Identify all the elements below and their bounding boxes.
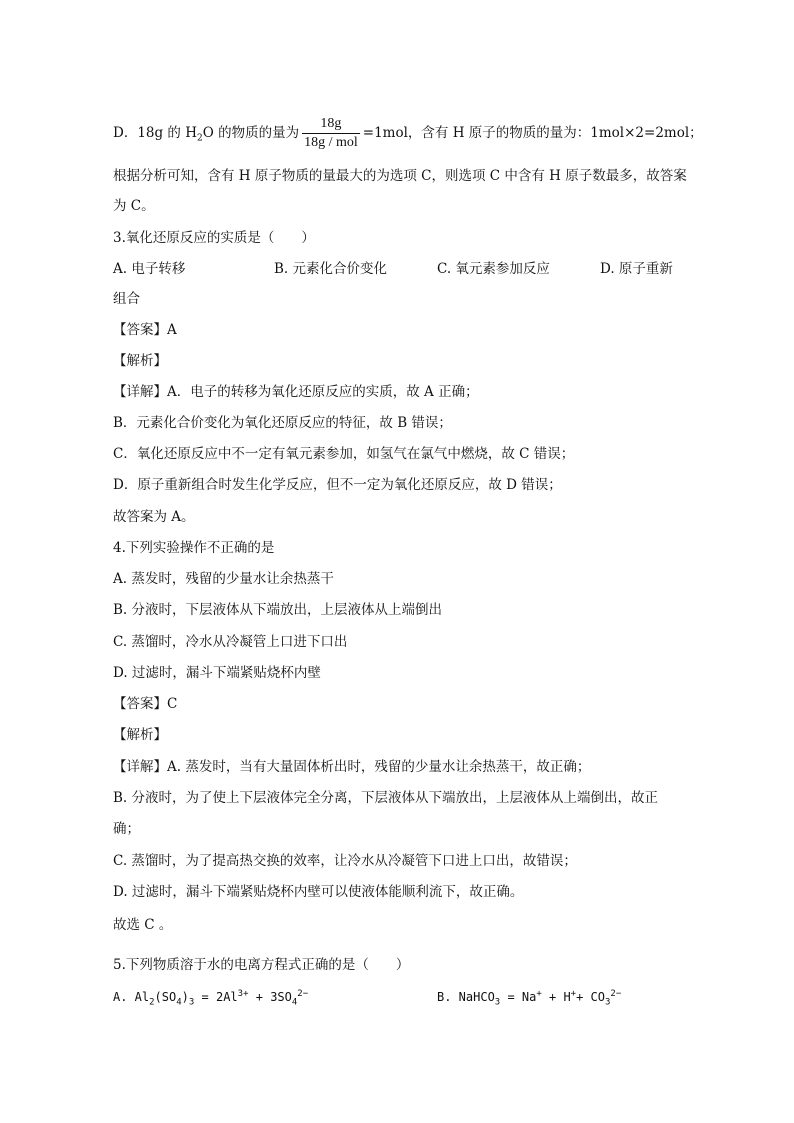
q2-analysis-line-1: 根据分析可知，含有 H 原子物质的量最大的为选项 C，则选项 C 中含有 H 原子数最多，故答案 (113, 168, 687, 184)
q4-detail-1: 【详解】A. 蒸发时，当有大量固体析出时，残留的少量水让余热蒸干，故正确； (113, 759, 591, 775)
q2-option-d: D．18g 的 $H_2O$ 的物质的量为 $\frac{18g}{\text{18g / mol}}$ =1mol，含有 H 原子的物质的量为：1mol×2=2mol； (113, 116, 703, 150)
fraction: $\frac{18g}{\text{18g / mol}}$ (304, 116, 358, 150)
q4-analysis-label: 【解析】 (113, 727, 167, 743)
q4-detail-5: D. 过滤时，漏斗下端紧贴烧杯内壁可以使液体能顺利流下，故正确。 (113, 884, 524, 900)
q3-option-wrap: 组合 (113, 291, 140, 307)
q3-answer: 【答案】A (113, 322, 177, 338)
q4-detail-3: 确； (113, 821, 140, 837)
q3-analysis-label: 【解析】 (113, 353, 167, 369)
q3-option-b: B. 元素化合价变化 (274, 261, 388, 277)
q3-detail-1: 【详解】A．电子的转移为氧化还原反应的实质，故 A 正确； (113, 384, 479, 400)
q3-option-a: A. 电子转移 (113, 261, 186, 277)
q3-stem: 3.氧化还原反应的实质是（ ） (113, 230, 315, 246)
q3-detail-2: B．元素化合价变化为氧化还原反应的特征，故 B 错误； (113, 415, 452, 431)
q3-option-c: C. 氧元素参加反应 (437, 261, 550, 277)
q3-detail-4: D．原子重新组合时发生化学反应，但不一定为氧化还原反应，故 D 错误； (113, 477, 562, 493)
q2-analysis-line-2: 为 C。 (113, 198, 155, 214)
q5-option-b: B. NaHCO$_3$ = $Na^+ + H^++ CO_3^{2-}$ (437, 989, 622, 1008)
q4-conclusion: 故选 C 。 (113, 917, 173, 933)
q5-option-a: A. $Al_2(SO_4)_3 = 2Al^{3+} + 3SO_4^{2-}$ (113, 989, 309, 1008)
q4-detail-2: B. 分液时，为了使上下层液体完全分离，下层液体从下端放出，上层液体从上端倒出，故正 (113, 790, 659, 806)
q5-stem: 5.下列物质溶于水的电离方程式正确的是（ ） (113, 957, 410, 973)
q3-option-d: D. 原子重新 (600, 261, 673, 277)
q4-option-b: B. 分液时，下层液体从下端放出，上层液体从上端倒出 (113, 602, 443, 618)
q4-option-d: D. 过滤时，漏斗下端紧贴烧杯内壁 (113, 665, 321, 681)
q4-option-a: A. 蒸发时，残留的少量水让余热蒸干 (113, 571, 334, 587)
q3-conclusion: 故答案为 A。 (113, 509, 195, 525)
q4-answer: 【答案】C (113, 696, 178, 712)
q4-detail-4: C. 蒸馏时，为了提高热交换的效率，让冷水从冷凝管下口进上口出，故错误； (113, 853, 577, 869)
q3-detail-3: C．氧化还原反应中不一定有氧元素参加，如氢气在氯气中燃烧，故 C 错误； (113, 446, 575, 462)
q4-stem: 4.下列实验操作不正确的是 (113, 540, 275, 556)
q4-option-c: C. 蒸馏时，冷水从冷凝管上口进下口出 (113, 634, 348, 650)
